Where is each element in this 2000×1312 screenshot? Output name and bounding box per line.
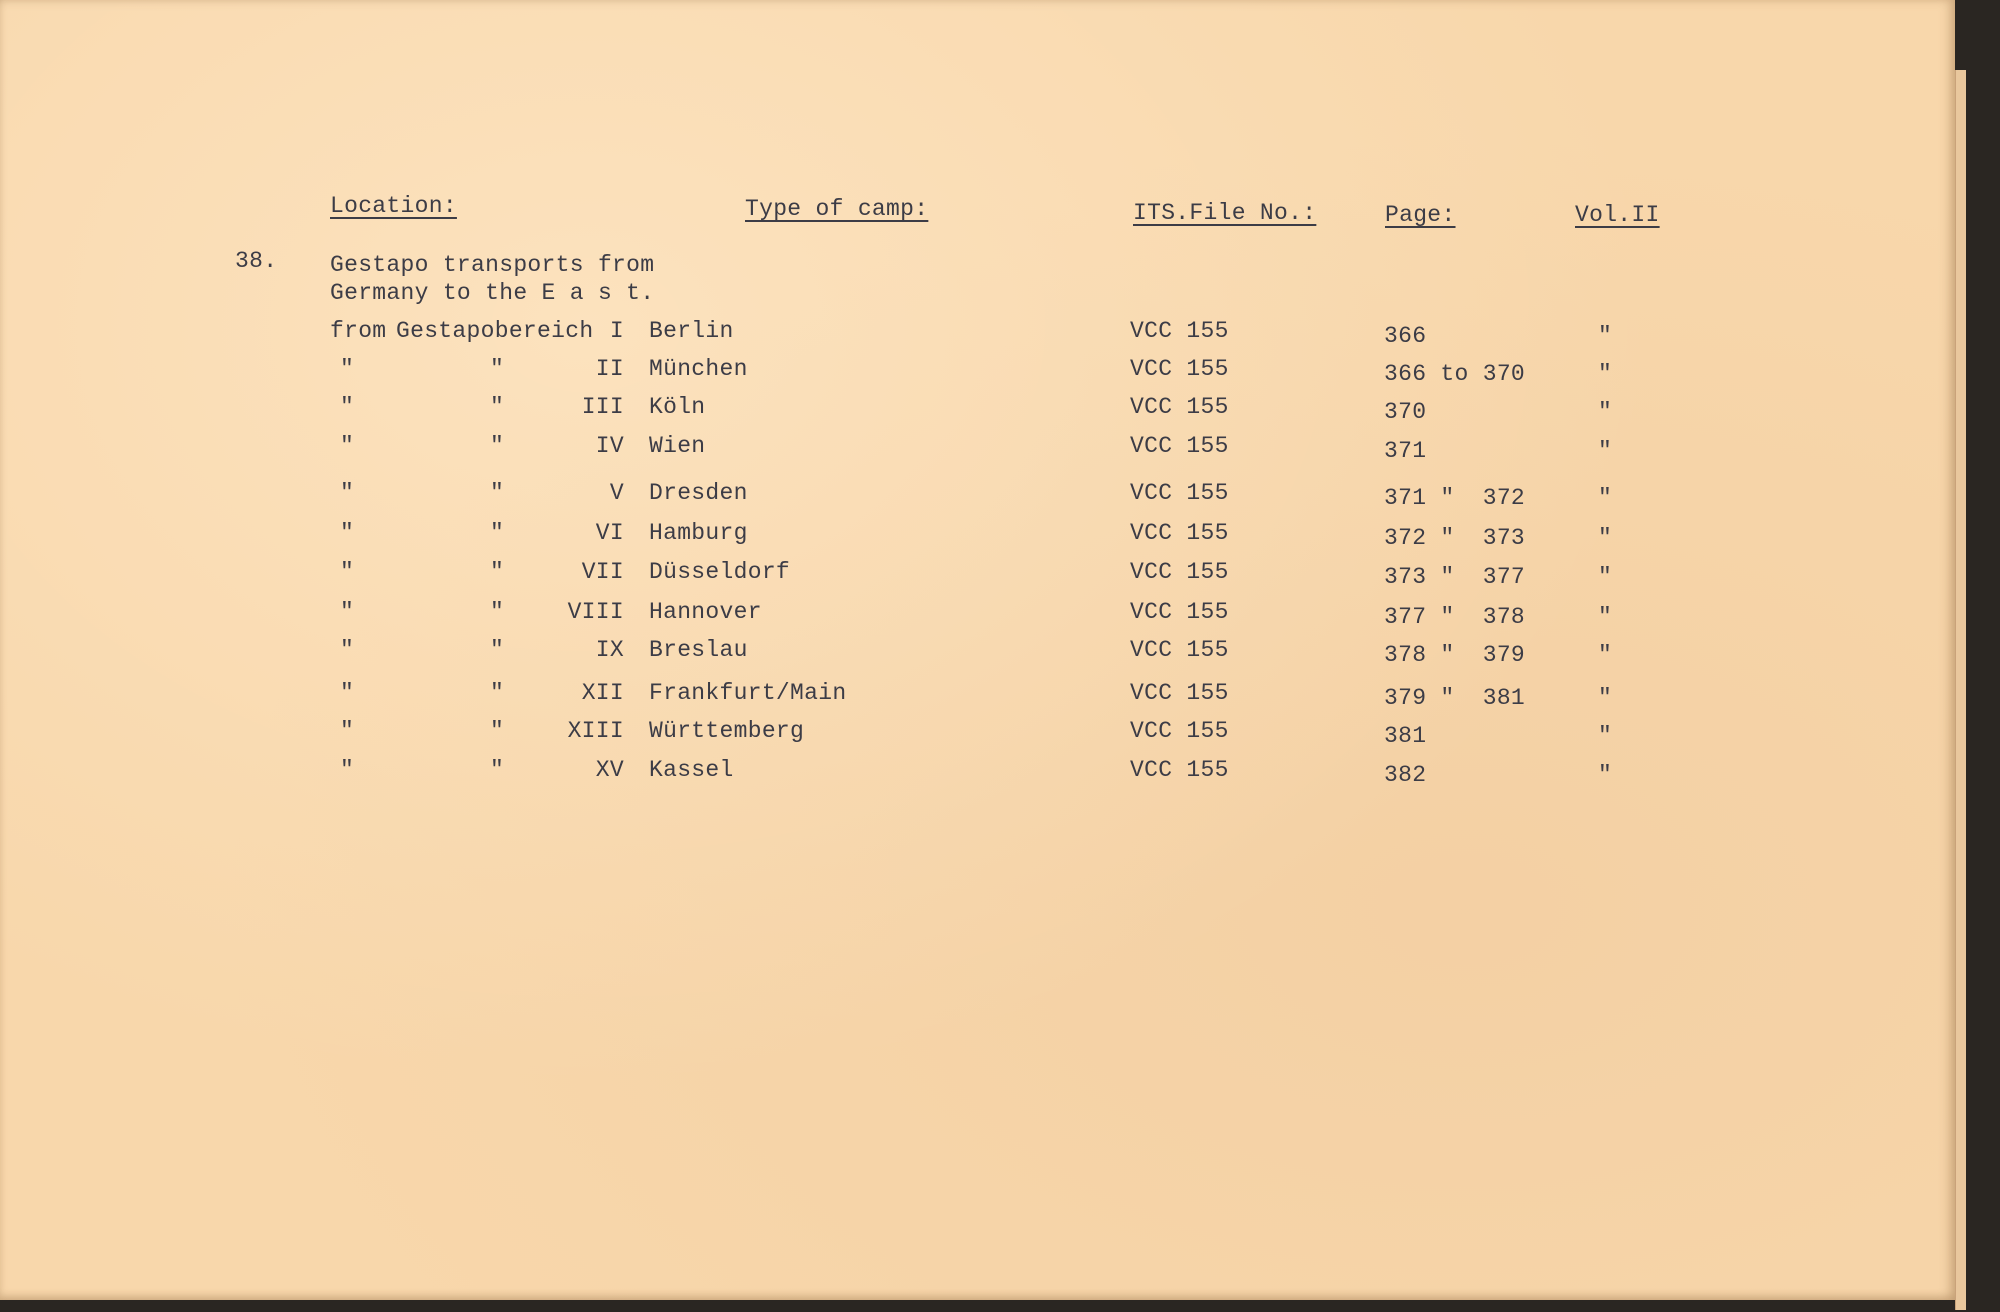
page-edge xyxy=(1955,70,1966,1310)
row-city: Württemberg xyxy=(649,718,805,744)
row-district-number: IV xyxy=(595,433,624,459)
row-page: 382 xyxy=(1384,762,1427,788)
entry-title-line1: Gestapo transports from xyxy=(330,252,655,278)
row-its-file: VCC 155 xyxy=(1130,433,1229,459)
row-district-number: VI xyxy=(595,520,624,546)
row-district-number: IX xyxy=(595,637,624,663)
row-from-label: " xyxy=(339,433,355,459)
row-vol: " xyxy=(1597,323,1613,349)
row-page: 366 to 370 xyxy=(1384,361,1526,387)
row-authority-label: " xyxy=(489,394,505,420)
row-from-label: " xyxy=(339,520,355,546)
row-from-label: " xyxy=(339,394,355,420)
row-page: 378 " 379 xyxy=(1384,642,1526,668)
row-authority-label: " xyxy=(489,599,505,625)
row-vol: " xyxy=(1597,438,1613,464)
row-page: 377 " 378 xyxy=(1384,604,1526,630)
row-authority-label: " xyxy=(489,718,505,744)
row-its-file: VCC 155 xyxy=(1130,520,1229,546)
row-from-label: " xyxy=(339,718,355,744)
row-city: Frankfurt/Main xyxy=(649,680,847,706)
entry-number: 38. xyxy=(235,248,278,274)
row-its-file: VCC 155 xyxy=(1130,757,1229,783)
row-its-file: VCC 155 xyxy=(1130,559,1229,585)
row-from-label: " xyxy=(339,757,355,783)
row-district-number: XV xyxy=(595,757,624,783)
row-city: München xyxy=(649,356,748,382)
row-page: 371 xyxy=(1384,438,1427,464)
row-its-file: VCC 155 xyxy=(1130,480,1229,506)
row-city: Hamburg xyxy=(649,520,748,546)
row-authority-label: " xyxy=(489,520,505,546)
row-vol: " xyxy=(1597,604,1613,630)
row-from-label: " xyxy=(339,356,355,382)
row-city: Köln xyxy=(649,394,706,420)
row-vol: " xyxy=(1597,723,1613,749)
row-authority-label: " xyxy=(489,637,505,663)
row-its-file: VCC 155 xyxy=(1130,394,1229,420)
row-district-number: I xyxy=(609,318,624,344)
header-its-file-no: ITS.File No.: xyxy=(1133,200,1317,226)
row-its-file: VCC 155 xyxy=(1130,318,1229,344)
row-vol: " xyxy=(1597,361,1613,387)
row-from-label: " xyxy=(339,559,355,585)
row-district-number: VIII xyxy=(567,599,624,625)
row-authority-label: " xyxy=(489,433,505,459)
row-authority-label: Gestapobereich xyxy=(396,318,594,344)
row-city: Kassel xyxy=(649,757,734,783)
row-vol: " xyxy=(1597,564,1613,590)
row-city: Berlin xyxy=(649,318,734,344)
header-page: Page: xyxy=(1385,202,1456,228)
row-its-file: VCC 155 xyxy=(1130,680,1229,706)
row-district-number: XII xyxy=(581,680,624,706)
row-district-number: VII xyxy=(581,559,624,585)
row-page: 379 " 381 xyxy=(1384,685,1526,711)
row-page: 373 " 377 xyxy=(1384,564,1526,590)
row-from-label: " xyxy=(339,680,355,706)
row-city: Düsseldorf xyxy=(649,559,791,585)
row-vol: " xyxy=(1597,485,1613,511)
row-district-number: XIII xyxy=(567,718,624,744)
entry-title-line2: Germany to the E a s t. xyxy=(330,280,655,306)
header-vol: Vol.II xyxy=(1575,202,1660,228)
row-from-label: from xyxy=(330,318,387,344)
header-location: Location: xyxy=(330,193,457,219)
row-from-label: " xyxy=(339,637,355,663)
row-its-file: VCC 155 xyxy=(1130,356,1229,382)
row-page: 371 " 372 xyxy=(1384,485,1526,511)
row-city: Hannover xyxy=(649,599,762,625)
row-from-label: " xyxy=(339,599,355,625)
row-authority-label: " xyxy=(489,680,505,706)
row-vol: " xyxy=(1597,685,1613,711)
row-vol: " xyxy=(1597,399,1613,425)
row-vol: " xyxy=(1597,525,1613,551)
row-city: Wien xyxy=(649,433,706,459)
row-from-label: " xyxy=(339,480,355,506)
row-authority-label: " xyxy=(489,480,505,506)
row-page: 381 xyxy=(1384,723,1427,749)
row-district-number: II xyxy=(595,356,624,382)
row-vol: " xyxy=(1597,642,1613,668)
header-type-of-camp: Type of camp: xyxy=(745,196,929,222)
row-city: Breslau xyxy=(649,637,748,663)
row-page: 372 " 373 xyxy=(1384,525,1526,551)
row-authority-label: " xyxy=(489,559,505,585)
row-city: Dresden xyxy=(649,480,748,506)
row-authority-label: " xyxy=(489,757,505,783)
row-authority-label: " xyxy=(489,356,505,382)
row-page: 370 xyxy=(1384,399,1427,425)
row-district-number: III xyxy=(581,394,624,420)
row-its-file: VCC 155 xyxy=(1130,637,1229,663)
row-its-file: VCC 155 xyxy=(1130,718,1229,744)
row-vol: " xyxy=(1597,762,1613,788)
row-its-file: VCC 155 xyxy=(1130,599,1229,625)
row-district-number: V xyxy=(609,480,624,506)
row-page: 366 xyxy=(1384,323,1427,349)
